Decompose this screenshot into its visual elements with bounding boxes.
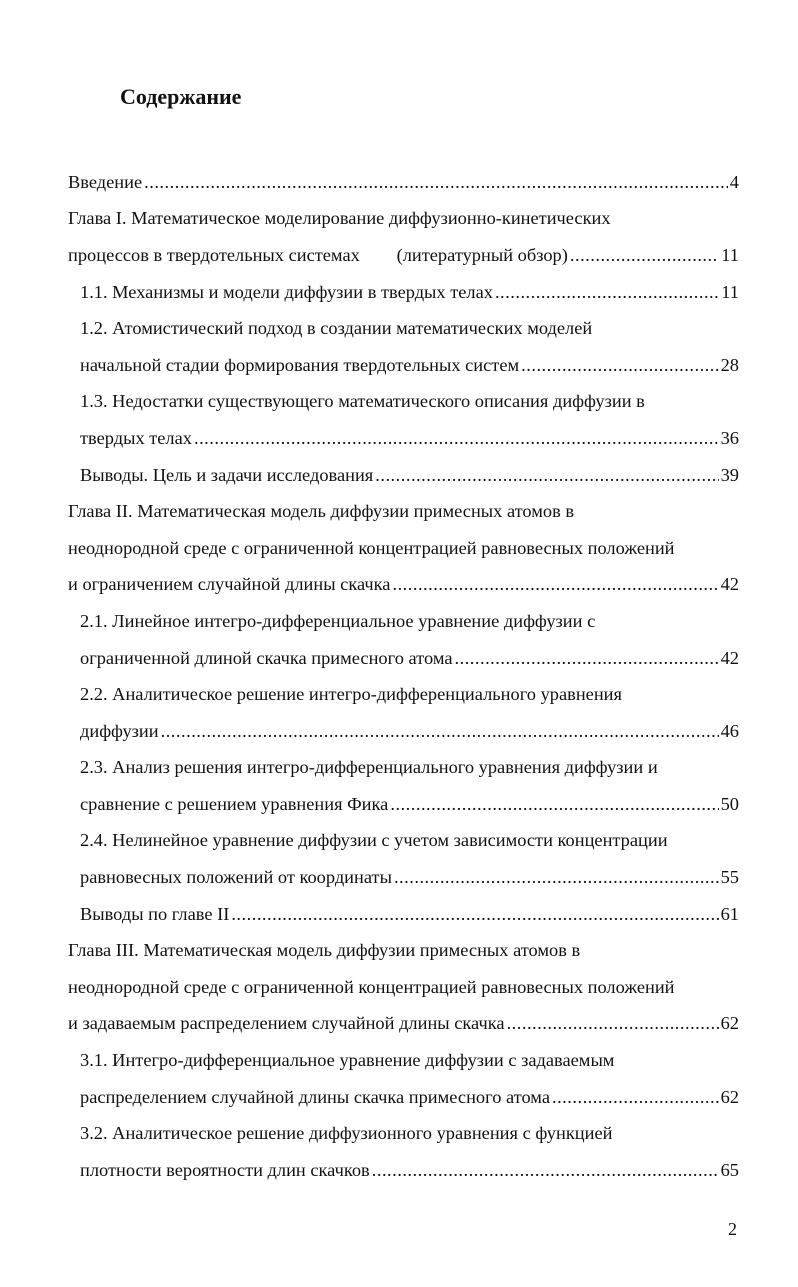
dot-leader: [231, 904, 718, 925]
toc-entry: [68, 859, 739, 896]
toc-entry-text: 2.1. Линейное интегро-дифференциальное уравнение диффузии с: [80, 610, 596, 631]
toc-entry-text: 1.1. Механизмы и модели диффузии в твердых телах: [80, 281, 493, 302]
dot-leader: [194, 428, 719, 449]
page-number: 2: [728, 1219, 737, 1239]
toc-entry-text: Глава II. Математическая модель диффузии примесных атомов в: [68, 501, 575, 522]
toc-entry-text: плотности вероятности длин скачков: [80, 1159, 370, 1180]
toc-entry-page: 11: [721, 244, 739, 265]
toc-entry-page: 50: [720, 793, 739, 814]
toc-entry: [68, 640, 739, 677]
page-title: Содержание: [120, 84, 242, 109]
toc-entry-text: 2.4. Нелинейное уравнение диффузии с учетом зависимости концентрации: [80, 830, 668, 851]
toc-entry-text: неоднородной среде с ограниченной концентрацией равновесных положений: [68, 537, 675, 558]
toc-entry: [68, 1079, 739, 1116]
dot-leader: [507, 1013, 719, 1034]
toc-entry: [68, 676, 739, 713]
toc-entry-page: 4: [729, 171, 739, 192]
toc-entry-text: 1.2. Атомистический подход в создании математических моделей: [80, 318, 593, 339]
toc-entry: [68, 164, 739, 201]
toc-entry-page: 11: [721, 281, 739, 302]
toc-entry-page: 28: [720, 354, 739, 375]
dot-leader: [392, 574, 718, 595]
toc-entry: [68, 1115, 739, 1152]
toc-entry-text: сравнение с решением уравнения Фика: [80, 793, 389, 814]
toc-entry: [68, 932, 739, 969]
toc-entry: [68, 1152, 739, 1189]
toc-entry: [68, 750, 739, 787]
toc-entry: [68, 1042, 739, 1079]
dot-leader: [372, 1160, 719, 1181]
toc-entry-text: Выводы по главе II: [80, 903, 230, 924]
toc-entry-text: и задаваемым распределением случайной длины скачка: [68, 1013, 505, 1034]
toc-entry-text: 3.1. Интегро-дифференциальное уравнение диффузии с задаваемым: [80, 1050, 615, 1071]
toc-entry-text: 3.2. Аналитическое решение диффузионного уравнения с функцией: [80, 1123, 613, 1144]
toc-entry-text: 2.3. Анализ решения интегро-дифференциального уравнения диффузии и: [80, 757, 658, 778]
toc-entry: [68, 713, 739, 750]
toc-entry: [68, 274, 739, 311]
dot-leader: [394, 867, 719, 888]
dot-leader: [375, 465, 718, 486]
dot-leader: [161, 721, 719, 742]
toc-entry-page: 42: [720, 647, 739, 668]
dot-leader: [521, 355, 718, 376]
toc-entry-page: 39: [720, 464, 739, 485]
toc-entry-page: 61: [720, 903, 739, 924]
toc-entry-text: диффузии: [80, 720, 159, 741]
table-of-contents: [68, 164, 739, 1189]
toc-entry: [68, 530, 739, 567]
toc-entry-text: распределением случайной длины скачка примесного атома: [80, 1086, 550, 1107]
dot-leader: [552, 1087, 719, 1108]
toc-entry-page: 42: [720, 574, 739, 595]
toc-entry-text: равновесных положений от координаты: [80, 867, 392, 888]
toc-entry: [68, 420, 739, 457]
toc-entry: [68, 201, 739, 238]
toc-entry-text: процессов в твердотельных системах (литературный обзор): [68, 244, 568, 265]
toc-entry: [68, 603, 739, 640]
toc-entry-page: 46: [720, 720, 739, 741]
toc-entry-page: 55: [720, 867, 739, 888]
toc-entry: [68, 237, 739, 274]
toc-entry-text: Глава III. Математическая модель диффузии примесных атомов в: [68, 940, 581, 961]
toc-entry: [68, 567, 739, 604]
toc-entry-text: Введение: [68, 171, 143, 192]
dot-leader: [390, 794, 718, 815]
toc-entry: [68, 493, 739, 530]
toc-entry: [68, 1006, 739, 1043]
toc-entry-text: 1.3. Недостатки существующего математического описания диффузии в: [80, 391, 645, 412]
toc-entry-text: 2.2. Аналитическое решение интегро-дифференциального уравнения: [80, 684, 622, 705]
toc-entry: [68, 786, 739, 823]
toc-entry: [68, 384, 739, 421]
dot-leader: [495, 282, 719, 303]
toc-entry-text: Глава I. Математическое моделирование диффузионно-кинетических: [68, 208, 611, 229]
toc-entry-page: 36: [720, 427, 739, 448]
toc-entry-page: 62: [720, 1013, 739, 1034]
toc-entry-text: ограниченной длиной скачка примесного атома: [80, 647, 453, 668]
toc-entry-text: начальной стадии формирования твердотельных систем: [80, 354, 520, 375]
toc-entry: [68, 347, 739, 384]
dot-leader: [455, 648, 719, 669]
toc-entry-page: 65: [720, 1159, 739, 1180]
dot-leader: [144, 172, 728, 193]
toc-entry: [68, 896, 739, 933]
dot-leader: [570, 245, 719, 266]
toc-entry-text: неоднородной среде с ограниченной концентрацией равновесных положений: [68, 976, 675, 997]
toc-entry: [68, 457, 739, 494]
toc-entry-page: 62: [720, 1086, 739, 1107]
toc-entry-text: Выводы. Цель и задачи исследования: [80, 464, 374, 485]
toc-entry: [68, 823, 739, 860]
toc-entry: [68, 310, 739, 347]
toc-entry-text: и ограничением случайной длины скачка: [68, 574, 391, 595]
toc-entry-text: твердых телах: [80, 427, 192, 448]
toc-entry: [68, 969, 739, 1006]
